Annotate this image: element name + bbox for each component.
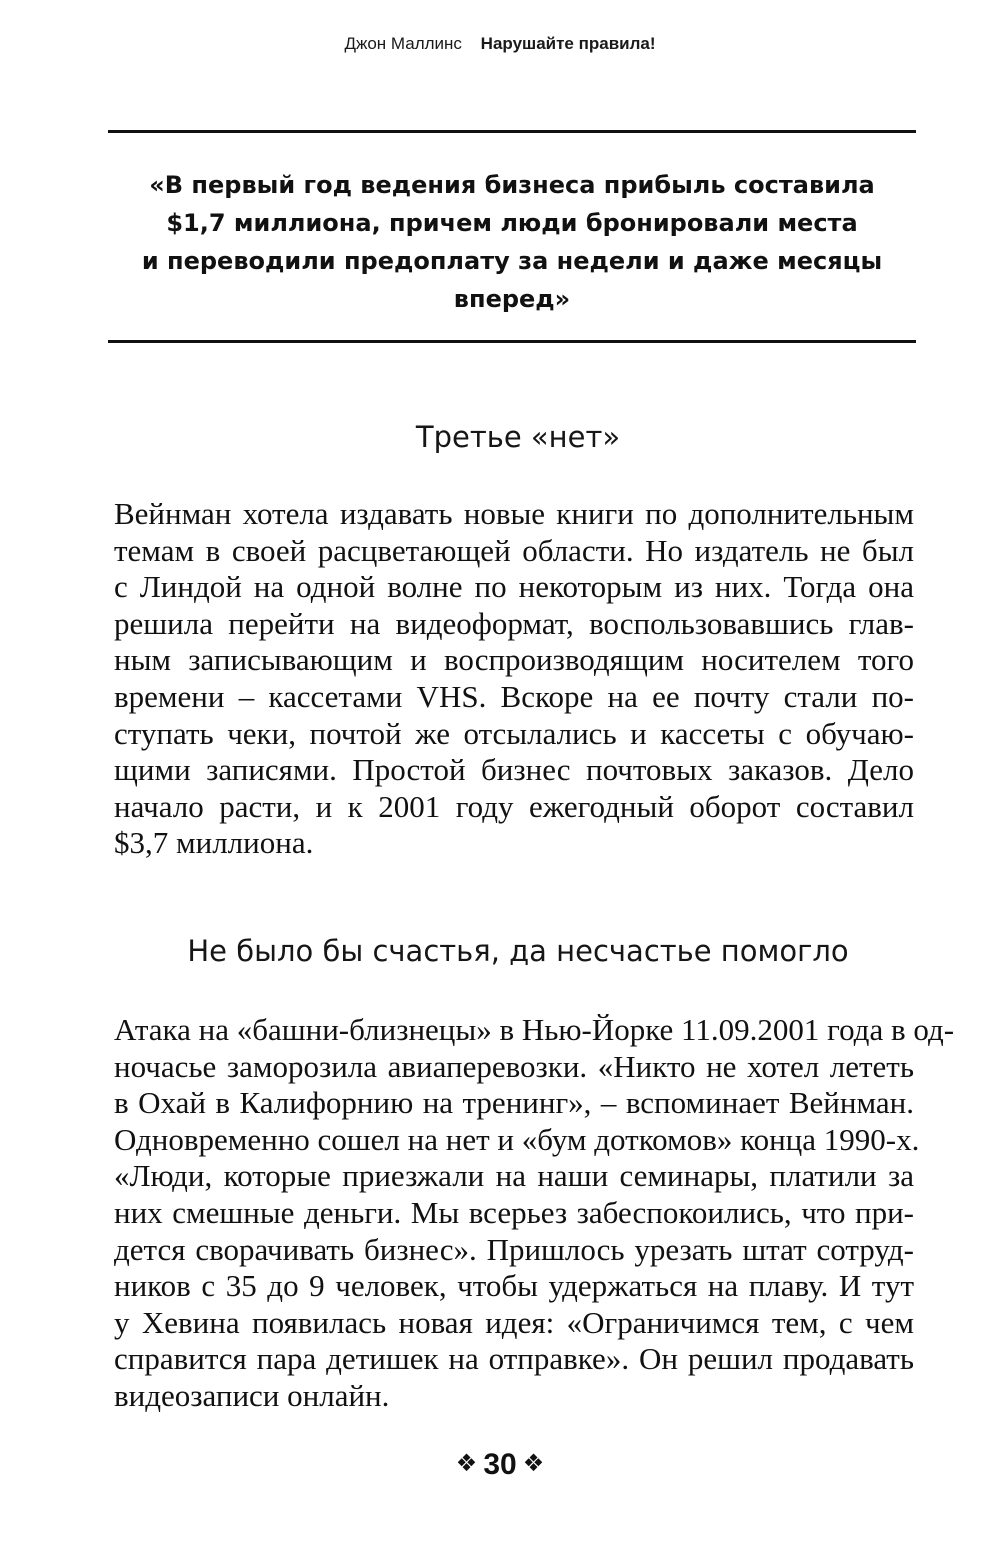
header-author: Джон Маллинс xyxy=(344,34,462,53)
body-line: $3,7 миллиона. xyxy=(114,825,314,861)
body-line: Вейнман хотела издавать новые книги по дополнительным xyxy=(114,496,914,531)
body-line: ночасье заморозила авиаперевозки. «Никто не хотел лететь xyxy=(114,1048,914,1084)
body-line: ников с 35 до 9 человек, чтобы удержаться на плаву. И тут xyxy=(114,1268,914,1304)
body-line: ступать чеки, почтой же отсылались и кассеты с обучаю- xyxy=(114,715,914,751)
pull-quote-line: и переводили предоплату за недели и даже месяцы xyxy=(141,247,883,275)
pull-quote-line: $1,7 миллиона, причем люди бронировали места xyxy=(166,209,858,237)
pull-quote-bottom-rule xyxy=(108,340,916,343)
ornament-right-icon: ❖ xyxy=(522,1450,545,1477)
header-book-title: Нарушайте правила! xyxy=(480,34,656,53)
body-line: дется сворачивать бизнес». Пришлось урезать штат сотруд- xyxy=(114,1231,914,1267)
running-header xyxy=(0,34,1000,54)
body-line: решила перейти на видеоформат, воспользовавшись глав- xyxy=(114,605,914,641)
section-heading: Третье «нет» xyxy=(415,420,621,454)
section-body xyxy=(114,496,914,862)
ornament-left-icon: ❖ xyxy=(455,1450,478,1477)
body-line: в Охай в Калифорнию на тренинг», – вспоминает Вейнман. xyxy=(114,1085,914,1121)
body-line: справится пара детишек на отправке». Он решил продавать xyxy=(114,1341,914,1377)
section-heading: Не было бы счастья, да несчастье помогло xyxy=(187,934,849,968)
body-line: Одновременно сошел на нет и «бум доткомов» конца 1990-х. xyxy=(114,1121,920,1157)
pull-quote-line: «В первый год ведения бизнеса прибыль составила xyxy=(149,171,875,199)
body-line: ным записывающим и воспроизводящим носителем того xyxy=(114,642,914,678)
body-line: у Хевина появилась новая идея: «Ограничимся тем, с чем xyxy=(114,1304,914,1340)
pull-quote-top-rule xyxy=(108,130,916,133)
section-body xyxy=(114,1012,955,1415)
body-line: с Линдой на одной волне по некоторым из них. Тогда она xyxy=(114,569,914,605)
page-number: 30 xyxy=(483,1448,517,1481)
body-line: начало расти, и к 2001 году ежегодный оборот составил xyxy=(114,788,914,824)
body-line: темам в своей расцветающей области. Но издатель не был xyxy=(114,532,914,568)
body-line: видеозаписи онлайн. xyxy=(114,1377,390,1413)
page-number-footer xyxy=(0,1448,1000,1482)
body-line: «Люди, которые приезжали на наши семинары, платили за xyxy=(114,1158,914,1194)
body-line: времени – кассетами VHS. Вскоре на ее почту стали по- xyxy=(114,678,914,714)
body-line: них смешные деньги. Мы всерьез забеспокоились, что при- xyxy=(114,1194,914,1230)
pull-quote-line: вперед» xyxy=(453,285,571,313)
body-line: Атака на «башни-близнецы» в Нью-Йорке 11.09.2001 года в од- xyxy=(114,1012,955,1047)
pull-quote xyxy=(120,166,904,318)
body-line: щими записями. Простой бизнес почтовых заказов. Дело xyxy=(114,752,914,788)
